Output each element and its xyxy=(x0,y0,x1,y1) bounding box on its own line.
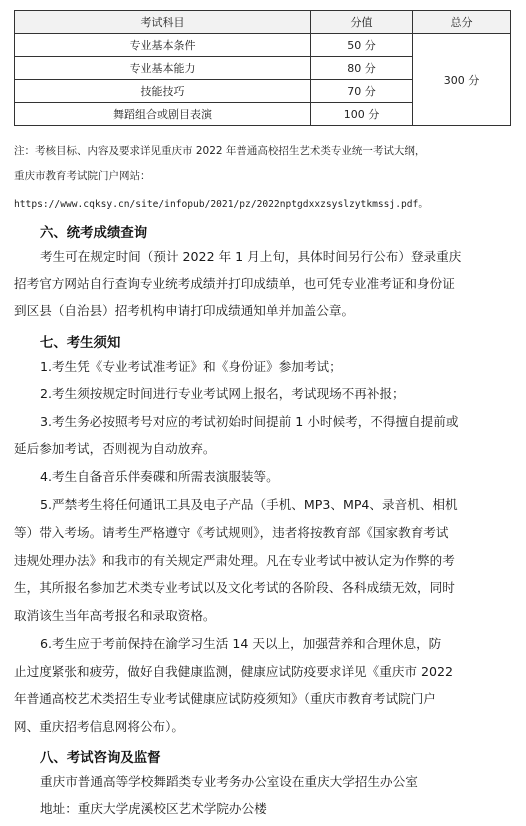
paragraph-line: 延后参加考试，否则视为自动放弃。 xyxy=(14,441,216,456)
paragraph-line: 地址：重庆大学虎溪校区艺术学院办公楼 xyxy=(40,801,267,816)
paragraph-line: 年普通高校艺术类招生专业考试健康应试防疫须知》（重庆市教育考试院门户 xyxy=(14,691,436,706)
note-line: 重庆市教育考试院门户网站： xyxy=(14,170,151,182)
section-heading: 七、考生须知 xyxy=(40,336,121,351)
subject-cell: 专业基本条件 xyxy=(15,34,311,57)
paragraph-line: 等）带入考场。请考生严格遵守《考试规则》，违者将按教育部《国家教育考试 xyxy=(14,525,449,540)
header-score: 分值 xyxy=(311,11,413,34)
paragraph-line: 6.考生应于考前保持在渝学习生活 14 天以上，加强营养和合理休息，防 xyxy=(40,636,442,651)
score-cell: 50 分 xyxy=(311,34,413,57)
section-heading: 六、统考成绩查询 xyxy=(40,226,148,241)
note-line: 注：考核目标、内容及要求详见重庆市 2022 年普通高校招生艺术类专业统一考试大纲， xyxy=(14,145,426,157)
paragraph-line: 网、重庆招考信息网将公布）。 xyxy=(14,719,185,734)
paragraph-line: 生，其所报名参加艺术类专业考试以及文化考试的各阶段、各科成绩无效，同时 xyxy=(14,580,455,595)
paragraph-line: 4.考生自备音乐伴奏碟和所需表演服装等。 xyxy=(40,469,279,484)
paragraph-line: 到区县（自治县）招考机构申请打印成绩通知单并加盖公章。 xyxy=(14,303,355,318)
header-subject: 考试科目 xyxy=(15,11,311,34)
table-row xyxy=(15,34,511,57)
table-header-row xyxy=(15,11,511,34)
subject-cell: 舞蹈组合或剧目表演 xyxy=(15,103,311,126)
score-cell: 80 分 xyxy=(311,57,413,80)
paragraph-line: 违规处理办法》和我市的有关规定严肃处理。凡在专业考试中被认定为作弊的考 xyxy=(14,553,455,568)
subject-cell: 技能技巧 xyxy=(15,80,311,103)
paragraph-line: 考生可在规定时间（预计 2022 年 1 月上旬，具体时间另行公布）登录重庆 xyxy=(40,249,462,264)
score-table xyxy=(14,10,511,126)
paragraph-line: 2.考生须按规定时间进行专业考试网上报名，考试现场不再补报； xyxy=(40,386,405,401)
paragraph-line: 1.考生凭《专业考试准考证》和《身份证》参加考试； xyxy=(40,359,342,374)
total-cell: 300 分 xyxy=(413,34,511,126)
paragraph-line: 招考官方网站自行查询专业统考成绩并打印成绩单，也可凭专业准考证和身份证 xyxy=(14,276,455,291)
note-url-link[interactable]: https://www.cqksy.cn/site/infopub/2021/pz/2022nptgdxxzsyslzytkmssj.pdf。 xyxy=(14,199,428,210)
subject-cell: 专业基本能力 xyxy=(15,57,311,80)
paragraph-line: 3.考生务必按照考号对应的考试初始时间提前 1 小时候考，不得擅自提前或 xyxy=(40,414,459,429)
section-heading: 八、考试咨询及监督 xyxy=(40,751,161,766)
score-cell: 100 分 xyxy=(311,103,413,126)
paragraph-line: 5.严禁考生将任何通讯工具及电子产品（手机、MP3、MP4、录音机、相机 xyxy=(40,497,458,512)
score-cell: 70 分 xyxy=(311,80,413,103)
paragraph-line: 取消该生当年高考报名和录取资格。 xyxy=(14,608,216,623)
paragraph-line: 重庆市普通高等学校舞蹈类专业考务办公室设在重庆大学招生办公室 xyxy=(40,774,418,789)
paragraph-line: 止过度紧张和疲劳，做好自我健康监测，健康应试防疫要求详见《重庆市 2022 xyxy=(14,664,454,679)
header-total: 总分 xyxy=(413,11,511,34)
